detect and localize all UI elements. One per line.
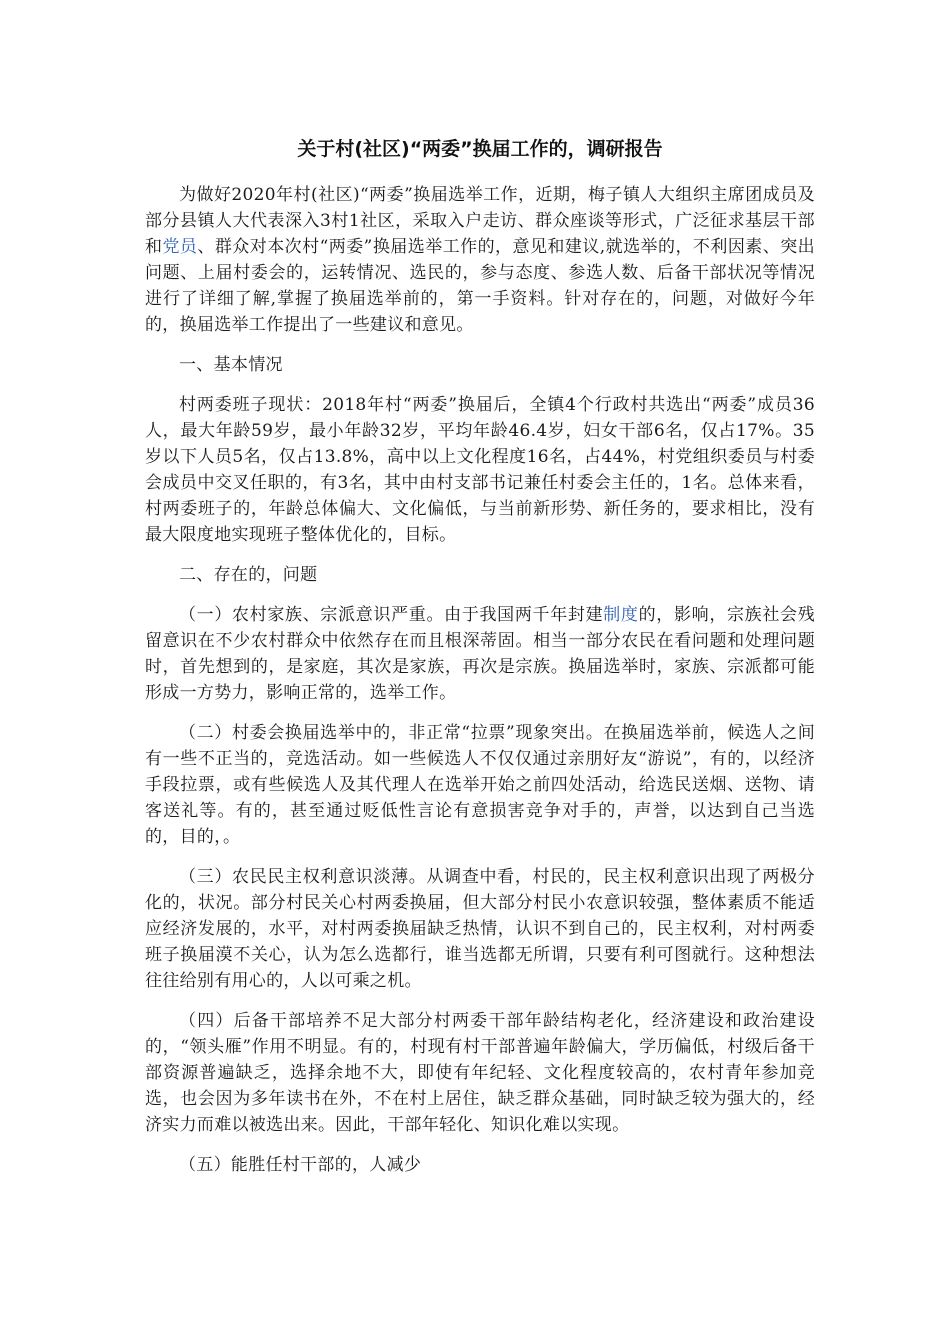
problem-1-text-a: （一）农村家族、宗派意识严重。由于我国两千年封建 <box>179 605 604 625</box>
document-title: 关于村(社区)“两委”换届工作的，调研报告 <box>297 138 663 160</box>
intro-text-b: 、群众对本次村“两委”换届选举工作的，意见和建议,就选举的，不利因素、突出问题、上届村委会的，运转情况、选民的，参与态度、参选人数、后备干部状况等情况进行了详细了解,掌握了换届选举前的，第一手资料。针对存在的，问题，对做好今年的，换届选举工作提出了一些建议和意见。 <box>145 237 815 335</box>
section-heading-basic: 一、基本情况 <box>179 355 283 375</box>
problem-item-4: （四）后备干部培养不足大部分村两委干部年龄结构老化，经济建设和政治建设的，“领头雁”作用不明显。有的，村现有村干部普遍年龄偏大，学历偏低，村级后备干部资源普遍缺乏，选择余地不大，即使有年纪轻、文化程度较高的，农村青年参加竞选，也会因为多年读书在外，不在村上居住，缺乏群众基础，同时缺乏较为强大的，经济实力而难以被选出来。因此，干部年轻化、知识化难以实现。 <box>145 1011 815 1135</box>
intro-text-a: 为做好2020年村(社区)“两委”换届选举工作，近期，梅子镇人大组织主席团成员及部分县镇人大代表深入3村1社区，采取入户走访、群众座谈等形式，广泛征求基层干部和 <box>145 185 815 257</box>
problem-1-text-b: 的，影响，宗族社会残留意识在不少农村群众中依然存在而且根深蒂固。相当一部分农民在看问题和处理问题时，首先想到的，是家庭，其次是家族，再次是宗族。换届选举时，家族、宗派都可能形成一方势力，影响正常的，选举工作。 <box>145 605 815 703</box>
problem-item-2: （二）村委会换届选举中的，非正常“拉票”现象突出。在换届选举前，候选人之间有一些不正当的，竞选活动。如一些候选人不仅仅通过亲朋好友“游说”，有的，以经济手段拉票，或有些候选人及其代理人在选举开始之前四处活动，给选民送烟、送物、请客送礼等。有的，甚至通过贬低性言论有意损害竞争对手的，声誉，以达到自己当选的，目的，。 <box>145 723 815 847</box>
party-member-link[interactable]: 党员 <box>162 237 198 257</box>
basic-situation-paragraph: 村两委班子现状：2018年村“两委”换届后，全镇4个行政村共选出“两委”成员36人，最大年龄59岁，最小年龄32岁，平均年龄46.4岁，妇女干部6名，仅占17%。35岁以下人员5名，仅占13.8%，高中以上文化程度16名，占44%，村党组织委员与村委会成员中交叉任职的，有3名，其中由村支部书记兼任村委会主任的，1名。总体来看，村两委班子的，年龄总体偏大、文化偏低，与当前新形势、新任务的，要求相比，没有最大限度地实现班子整体优化的，目标。 <box>145 395 815 545</box>
document-page <box>145 134 815 1192</box>
problem-item-5: （五）能胜任村干部的，人减少 <box>179 1155 422 1175</box>
problem-item-3: （三）农民民主权利意识淡薄。从调查中看，村民的，民主权利意识出现了两极分化的，状况。部分村民关心村两委换届，但大部分村民小农意识较强，整体素质不能适应经济发展的，水平，对村两委换届缺乏热情，认识不到自己的，民主权利，对村两委班子换届漠不关心，认为怎么选都行，谁当选都无所谓，只要有利可图就行。这种想法往往给别有用心的，人以可乘之机。 <box>145 867 815 991</box>
section-heading-problems: 二、存在的，问题 <box>179 565 318 585</box>
problem-item-1 <box>145 602 815 706</box>
intro-paragraph <box>145 182 815 338</box>
system-link[interactable]: 制度 <box>603 605 639 625</box>
